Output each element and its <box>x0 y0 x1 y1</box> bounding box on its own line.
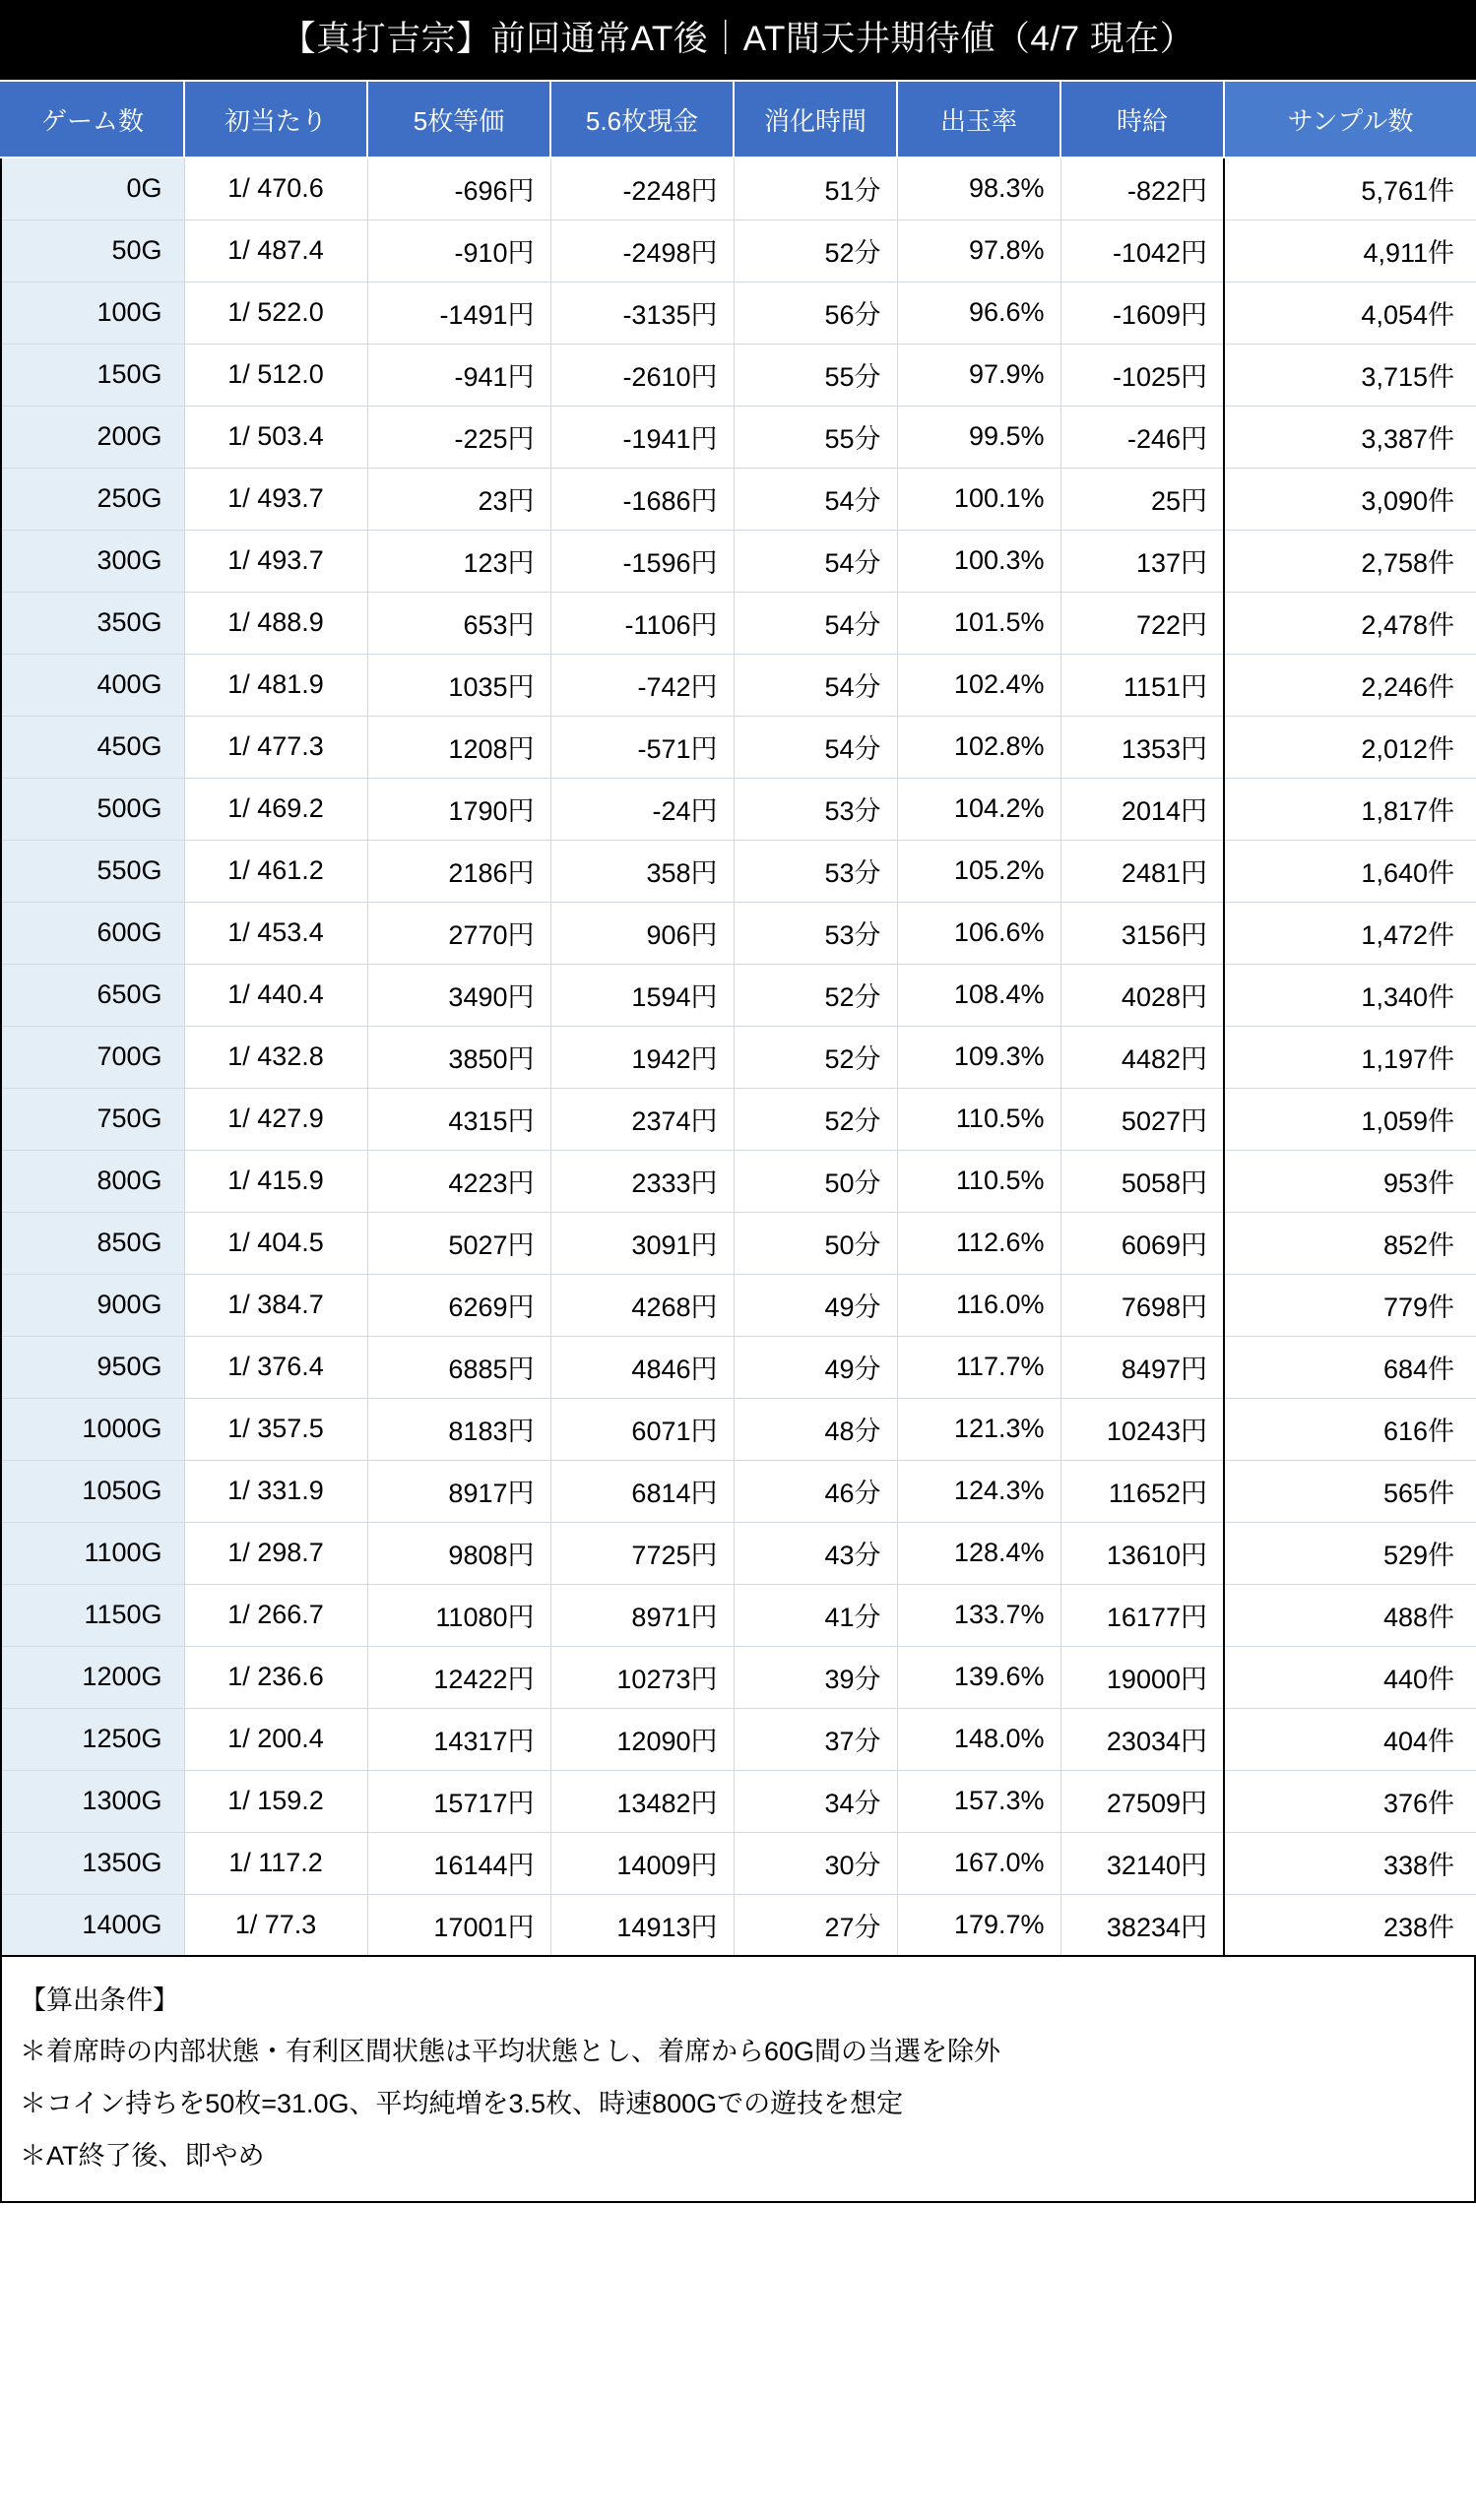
cell-time: 52分 <box>734 1026 897 1088</box>
cell-time: 53分 <box>734 778 897 840</box>
cell-samples: 4,054件 <box>1224 282 1476 344</box>
cell-games: 1350G <box>1 1832 184 1894</box>
cell-equal5: 17001円 <box>367 1894 550 1956</box>
cell-payout: 102.8% <box>897 716 1060 778</box>
cell-cash56: 8971円 <box>550 1584 734 1646</box>
cell-first-hit: 1/ 503.4 <box>184 406 367 468</box>
cell-payout: 167.0% <box>897 1832 1060 1894</box>
cell-games: 200G <box>1 406 184 468</box>
table-row <box>1 654 1476 716</box>
cell-hourly: 6069円 <box>1060 1212 1224 1274</box>
cell-cash56: -3135円 <box>550 282 734 344</box>
cell-samples: 529件 <box>1224 1522 1476 1584</box>
cell-hourly: 5027円 <box>1060 1088 1224 1150</box>
cell-cash56: 6071円 <box>550 1398 734 1460</box>
cell-equal5: 6269円 <box>367 1274 550 1336</box>
cell-cash56: -571円 <box>550 716 734 778</box>
cell-cash56: 6814円 <box>550 1460 734 1522</box>
note-line: ＊コイン持ちを50枚=31.0G、平均純増を3.5枚、時速800Gでの遊技を想定 <box>20 2089 904 2118</box>
cell-first-hit: 1/ 427.9 <box>184 1088 367 1150</box>
cell-payout: 179.7% <box>897 1894 1060 1956</box>
cell-samples: 2,246件 <box>1224 654 1476 716</box>
note-line: ＊着席時の内部状態・有利区間状態は平均状態とし、着席から60G間の当選を除外 <box>20 2037 1001 2066</box>
cell-time: 53分 <box>734 902 897 964</box>
cell-samples: 2,478件 <box>1224 592 1476 654</box>
cell-cash56: -1106円 <box>550 592 734 654</box>
cell-hourly: 13610円 <box>1060 1522 1224 1584</box>
cell-cash56: 13482円 <box>550 1770 734 1832</box>
cell-games: 750G <box>1 1088 184 1150</box>
cell-hourly: 32140円 <box>1060 1832 1224 1894</box>
cell-first-hit: 1/ 404.5 <box>184 1212 367 1274</box>
cell-equal5: 4315円 <box>367 1088 550 1150</box>
cell-hourly: 4482円 <box>1060 1026 1224 1088</box>
cell-games: 800G <box>1 1150 184 1212</box>
cell-games: 250G <box>1 468 184 530</box>
cell-first-hit: 1/ 493.7 <box>184 468 367 530</box>
cell-cash56: 2374円 <box>550 1088 734 1150</box>
cell-hourly: 4028円 <box>1060 964 1224 1026</box>
cell-samples: 1,817件 <box>1224 778 1476 840</box>
cell-equal5: -941円 <box>367 344 550 406</box>
cell-hourly: 722円 <box>1060 592 1224 654</box>
cell-hourly: -822円 <box>1060 158 1224 220</box>
cell-first-hit: 1/ 481.9 <box>184 654 367 716</box>
notes-heading: 【算出条件】 <box>20 1985 179 2015</box>
calculation-conditions <box>0 1957 1476 2203</box>
cell-first-hit: 1/ 512.0 <box>184 344 367 406</box>
cell-equal5: 123円 <box>367 530 550 592</box>
cell-time: 41分 <box>734 1584 897 1646</box>
cell-first-hit: 1/ 266.7 <box>184 1584 367 1646</box>
cell-samples: 852件 <box>1224 1212 1476 1274</box>
table-row <box>1 344 1476 406</box>
cell-equal5: 2186円 <box>367 840 550 902</box>
cell-payout: 110.5% <box>897 1150 1060 1212</box>
cell-payout: 121.3% <box>897 1398 1060 1460</box>
table-row <box>1 530 1476 592</box>
cell-equal5: 3850円 <box>367 1026 550 1088</box>
cell-samples: 3,387件 <box>1224 406 1476 468</box>
cell-games: 0G <box>1 158 184 220</box>
cell-first-hit: 1/ 453.4 <box>184 902 367 964</box>
cell-payout: 110.5% <box>897 1088 1060 1150</box>
table-row <box>1 282 1476 344</box>
cell-payout: 101.5% <box>897 592 1060 654</box>
cell-cash56: -1941円 <box>550 406 734 468</box>
cell-equal5: 1790円 <box>367 778 550 840</box>
table-row <box>1 468 1476 530</box>
column-header-payout: 出玉率 <box>897 81 1060 158</box>
cell-games: 850G <box>1 1212 184 1274</box>
cell-first-hit: 1/ 117.2 <box>184 1832 367 1894</box>
column-header-equal5: 5枚等価 <box>367 81 550 158</box>
cell-cash56: 4268円 <box>550 1274 734 1336</box>
cell-time: 54分 <box>734 592 897 654</box>
cell-payout: 100.1% <box>897 468 1060 530</box>
cell-games: 1400G <box>1 1894 184 1956</box>
cell-payout: 105.2% <box>897 840 1060 902</box>
cell-equal5: 8917円 <box>367 1460 550 1522</box>
cell-time: 54分 <box>734 716 897 778</box>
cell-hourly: 1353円 <box>1060 716 1224 778</box>
cell-first-hit: 1/ 440.4 <box>184 964 367 1026</box>
cell-cash56: 3091円 <box>550 1212 734 1274</box>
cell-hourly: 2014円 <box>1060 778 1224 840</box>
cell-first-hit: 1/ 236.6 <box>184 1646 367 1708</box>
column-header-samples: サンプル数 <box>1224 81 1476 158</box>
cell-games: 1000G <box>1 1398 184 1460</box>
cell-hourly: 3156円 <box>1060 902 1224 964</box>
table-row <box>1 1150 1476 1212</box>
cell-equal5: 1208円 <box>367 716 550 778</box>
cell-first-hit: 1/ 415.9 <box>184 1150 367 1212</box>
cell-games: 550G <box>1 840 184 902</box>
column-header-cash56: 5.6枚現金 <box>550 81 734 158</box>
cell-hourly: 5058円 <box>1060 1150 1224 1212</box>
cell-hourly: 23034円 <box>1060 1708 1224 1770</box>
cell-games: 300G <box>1 530 184 592</box>
note-line: ＊AT終了後、即やめ <box>20 2141 265 2171</box>
cell-games: 900G <box>1 1274 184 1336</box>
cell-samples: 4,911件 <box>1224 220 1476 282</box>
column-header-time: 消化時間 <box>734 81 897 158</box>
cell-payout: 99.5% <box>897 406 1060 468</box>
cell-payout: 98.3% <box>897 158 1060 220</box>
cell-hourly: 2481円 <box>1060 840 1224 902</box>
table-row <box>1 964 1476 1026</box>
cell-first-hit: 1/ 200.4 <box>184 1708 367 1770</box>
cell-cash56: -2610円 <box>550 344 734 406</box>
cell-samples: 779件 <box>1224 1274 1476 1336</box>
cell-samples: 3,715件 <box>1224 344 1476 406</box>
table-row <box>1 1212 1476 1274</box>
cell-first-hit: 1/ 357.5 <box>184 1398 367 1460</box>
cell-time: 51分 <box>734 158 897 220</box>
cell-cash56: 14009円 <box>550 1832 734 1894</box>
table-row <box>1 840 1476 902</box>
cell-samples: 2,012件 <box>1224 716 1476 778</box>
cell-time: 43分 <box>734 1522 897 1584</box>
cell-hourly: 8497円 <box>1060 1336 1224 1398</box>
cell-games: 1100G <box>1 1522 184 1584</box>
cell-games: 100G <box>1 282 184 344</box>
cell-first-hit: 1/ 469.2 <box>184 778 367 840</box>
cell-games: 400G <box>1 654 184 716</box>
table-row <box>1 1646 1476 1708</box>
cell-equal5: 3490円 <box>367 964 550 1026</box>
cell-time: 46分 <box>734 1460 897 1522</box>
cell-samples: 616件 <box>1224 1398 1476 1460</box>
cell-first-hit: 1/ 77.3 <box>184 1894 367 1956</box>
cell-cash56: 1942円 <box>550 1026 734 1088</box>
cell-samples: 1,640件 <box>1224 840 1476 902</box>
cell-hourly: 25円 <box>1060 468 1224 530</box>
expected-value-table <box>0 80 1476 1957</box>
cell-first-hit: 1/ 522.0 <box>184 282 367 344</box>
table-row <box>1 1522 1476 1584</box>
cell-first-hit: 1/ 477.3 <box>184 716 367 778</box>
cell-cash56: 14913円 <box>550 1894 734 1956</box>
cell-payout: 104.2% <box>897 778 1060 840</box>
table-row <box>1 1832 1476 1894</box>
table-row <box>1 592 1476 654</box>
table-header-row <box>1 81 1476 158</box>
cell-time: 49分 <box>734 1274 897 1336</box>
cell-payout: 116.0% <box>897 1274 1060 1336</box>
table-row <box>1 1584 1476 1646</box>
cell-games: 1300G <box>1 1770 184 1832</box>
cell-equal5: 5027円 <box>367 1212 550 1274</box>
cell-cash56: 4846円 <box>550 1336 734 1398</box>
table-row <box>1 778 1476 840</box>
cell-equal5: 12422円 <box>367 1646 550 1708</box>
cell-samples: 440件 <box>1224 1646 1476 1708</box>
cell-first-hit: 1/ 461.2 <box>184 840 367 902</box>
cell-payout: 102.4% <box>897 654 1060 716</box>
cell-samples: 5,761件 <box>1224 158 1476 220</box>
column-header-hourly: 時給 <box>1060 81 1224 158</box>
cell-time: 50分 <box>734 1150 897 1212</box>
cell-time: 34分 <box>734 1770 897 1832</box>
cell-hourly: 38234円 <box>1060 1894 1224 1956</box>
cell-equal5: -910円 <box>367 220 550 282</box>
cell-hourly: 27509円 <box>1060 1770 1224 1832</box>
cell-games: 450G <box>1 716 184 778</box>
cell-cash56: 12090円 <box>550 1708 734 1770</box>
cell-payout: 97.8% <box>897 220 1060 282</box>
cell-equal5: 4223円 <box>367 1150 550 1212</box>
cell-games: 600G <box>1 902 184 964</box>
cell-equal5: 1035円 <box>367 654 550 716</box>
cell-samples: 1,472件 <box>1224 902 1476 964</box>
cell-payout: 157.3% <box>897 1770 1060 1832</box>
table-row <box>1 220 1476 282</box>
cell-payout: 100.3% <box>897 530 1060 592</box>
cell-games: 1150G <box>1 1584 184 1646</box>
cell-equal5: 653円 <box>367 592 550 654</box>
cell-cash56: -2248円 <box>550 158 734 220</box>
cell-cash56: 906円 <box>550 902 734 964</box>
cell-equal5: 23円 <box>367 468 550 530</box>
table-row <box>1 406 1476 468</box>
cell-first-hit: 1/ 298.7 <box>184 1522 367 1584</box>
cell-time: 54分 <box>734 468 897 530</box>
cell-time: 52分 <box>734 1088 897 1150</box>
cell-samples: 238件 <box>1224 1894 1476 1956</box>
table-row <box>1 1770 1476 1832</box>
cell-cash56: -742円 <box>550 654 734 716</box>
cell-hourly: 10243円 <box>1060 1398 1224 1460</box>
cell-time: 27分 <box>734 1894 897 1956</box>
cell-hourly: -1609円 <box>1060 282 1224 344</box>
cell-cash56: 10273円 <box>550 1646 734 1708</box>
cell-cash56: 7725円 <box>550 1522 734 1584</box>
cell-time: 49分 <box>734 1336 897 1398</box>
cell-games: 1200G <box>1 1646 184 1708</box>
column-header-games: ゲーム数 <box>1 81 184 158</box>
cell-time: 52分 <box>734 220 897 282</box>
cell-games: 50G <box>1 220 184 282</box>
cell-hourly: -246円 <box>1060 406 1224 468</box>
cell-samples: 404件 <box>1224 1708 1476 1770</box>
cell-hourly: -1025円 <box>1060 344 1224 406</box>
cell-equal5: 15717円 <box>367 1770 550 1832</box>
table-row <box>1 1460 1476 1522</box>
cell-first-hit: 1/ 384.7 <box>184 1274 367 1336</box>
cell-first-hit: 1/ 159.2 <box>184 1770 367 1832</box>
cell-payout: 108.4% <box>897 964 1060 1026</box>
cell-games: 950G <box>1 1336 184 1398</box>
cell-time: 55分 <box>734 406 897 468</box>
cell-samples: 3,090件 <box>1224 468 1476 530</box>
cell-hourly: -1042円 <box>1060 220 1224 282</box>
cell-cash56: 358円 <box>550 840 734 902</box>
cell-games: 500G <box>1 778 184 840</box>
cell-payout: 133.7% <box>897 1584 1060 1646</box>
cell-equal5: 16144円 <box>367 1832 550 1894</box>
cell-payout: 148.0% <box>897 1708 1060 1770</box>
cell-samples: 1,059件 <box>1224 1088 1476 1150</box>
cell-hourly: 16177円 <box>1060 1584 1224 1646</box>
table-body <box>1 158 1476 1956</box>
cell-equal5: -225円 <box>367 406 550 468</box>
cell-time: 30分 <box>734 1832 897 1894</box>
cell-samples: 1,197件 <box>1224 1026 1476 1088</box>
cell-games: 150G <box>1 344 184 406</box>
cell-payout: 128.4% <box>897 1522 1060 1584</box>
cell-first-hit: 1/ 470.6 <box>184 158 367 220</box>
cell-samples: 488件 <box>1224 1584 1476 1646</box>
column-header-first-hit: 初当たり <box>184 81 367 158</box>
cell-time: 37分 <box>734 1708 897 1770</box>
cell-payout: 112.6% <box>897 1212 1060 1274</box>
cell-samples: 2,758件 <box>1224 530 1476 592</box>
cell-payout: 139.6% <box>897 1646 1060 1708</box>
cell-time: 48分 <box>734 1398 897 1460</box>
cell-cash56: -24円 <box>550 778 734 840</box>
cell-games: 350G <box>1 592 184 654</box>
cell-samples: 376件 <box>1224 1770 1476 1832</box>
cell-cash56: -2498円 <box>550 220 734 282</box>
cell-games: 1250G <box>1 1708 184 1770</box>
cell-cash56: 2333円 <box>550 1150 734 1212</box>
cell-time: 54分 <box>734 654 897 716</box>
cell-equal5: 2770円 <box>367 902 550 964</box>
table-row <box>1 1336 1476 1398</box>
cell-payout: 97.9% <box>897 344 1060 406</box>
table-row <box>1 716 1476 778</box>
cell-samples: 684件 <box>1224 1336 1476 1398</box>
cell-equal5: 11080円 <box>367 1584 550 1646</box>
cell-payout: 109.3% <box>897 1026 1060 1088</box>
cell-equal5: 6885円 <box>367 1336 550 1398</box>
table-row <box>1 1274 1476 1336</box>
cell-equal5: -1491円 <box>367 282 550 344</box>
cell-samples: 1,340件 <box>1224 964 1476 1026</box>
cell-time: 55分 <box>734 344 897 406</box>
cell-payout: 124.3% <box>897 1460 1060 1522</box>
cell-samples: 953件 <box>1224 1150 1476 1212</box>
cell-equal5: -696円 <box>367 158 550 220</box>
cell-payout: 96.6% <box>897 282 1060 344</box>
page-title: 【真打吉宗】前回通常AT後｜AT間天井期待値（4/7 現在） <box>0 0 1476 80</box>
cell-time: 52分 <box>734 964 897 1026</box>
cell-time: 54分 <box>734 530 897 592</box>
cell-games: 1050G <box>1 1460 184 1522</box>
cell-first-hit: 1/ 432.8 <box>184 1026 367 1088</box>
cell-hourly: 7698円 <box>1060 1274 1224 1336</box>
table-row <box>1 1088 1476 1150</box>
table-row <box>1 158 1476 220</box>
cell-payout: 106.6% <box>897 902 1060 964</box>
cell-time: 53分 <box>734 840 897 902</box>
table-row <box>1 1894 1476 1956</box>
table-row <box>1 1708 1476 1770</box>
cell-time: 56分 <box>734 282 897 344</box>
cell-hourly: 1151円 <box>1060 654 1224 716</box>
cell-samples: 565件 <box>1224 1460 1476 1522</box>
cell-first-hit: 1/ 376.4 <box>184 1336 367 1398</box>
cell-equal5: 8183円 <box>367 1398 550 1460</box>
table-row <box>1 1026 1476 1088</box>
cell-payout: 117.7% <box>897 1336 1060 1398</box>
cell-equal5: 14317円 <box>367 1708 550 1770</box>
cell-equal5: 9808円 <box>367 1522 550 1584</box>
cell-cash56: -1596円 <box>550 530 734 592</box>
cell-first-hit: 1/ 493.7 <box>184 530 367 592</box>
cell-games: 650G <box>1 964 184 1026</box>
cell-hourly: 137円 <box>1060 530 1224 592</box>
cell-hourly: 11652円 <box>1060 1460 1224 1522</box>
cell-first-hit: 1/ 331.9 <box>184 1460 367 1522</box>
cell-games: 700G <box>1 1026 184 1088</box>
cell-time: 50分 <box>734 1212 897 1274</box>
table-row <box>1 902 1476 964</box>
cell-first-hit: 1/ 488.9 <box>184 592 367 654</box>
cell-hourly: 19000円 <box>1060 1646 1224 1708</box>
cell-cash56: 1594円 <box>550 964 734 1026</box>
cell-cash56: -1686円 <box>550 468 734 530</box>
cell-first-hit: 1/ 487.4 <box>184 220 367 282</box>
cell-time: 39分 <box>734 1646 897 1708</box>
table-row <box>1 1398 1476 1460</box>
cell-samples: 338件 <box>1224 1832 1476 1894</box>
